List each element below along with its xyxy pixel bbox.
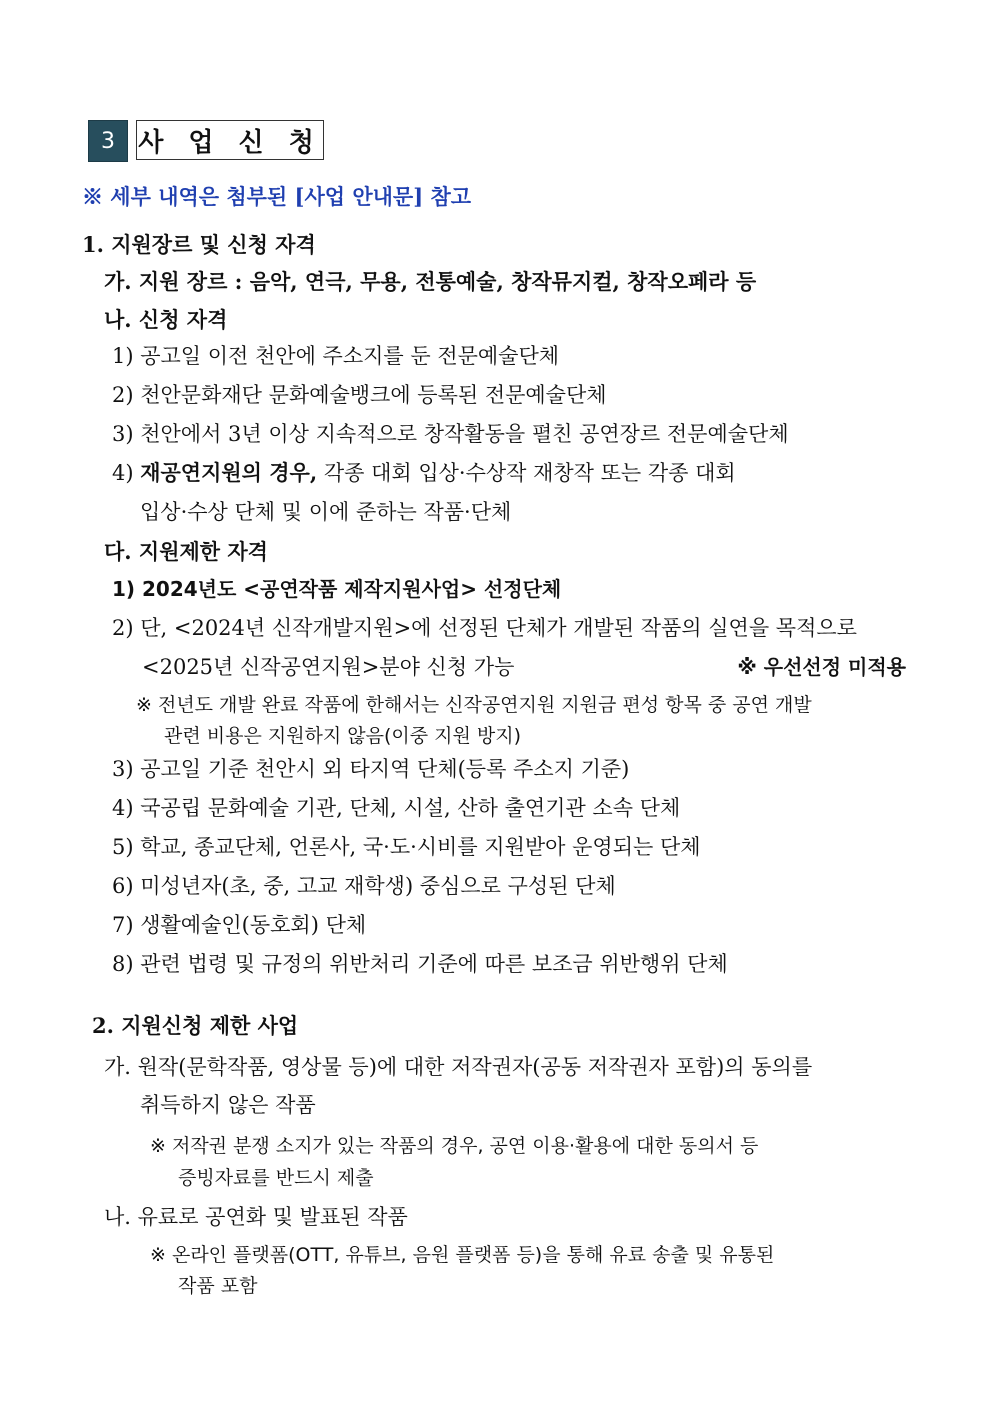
eligibility-item: 2) 천안문화재단 문화예술뱅크에 등록된 전문예술단체 <box>112 383 607 407</box>
restriction-item: 8) 관련 법령 및 규정의 위반처리 기준에 따른 보조금 위반행위 단체 <box>112 952 728 976</box>
reference-note: ※ 세부 내역은 첨부된 [사업 안내문] 참고 <box>82 184 472 209</box>
part1-heading: 1. 지원장르 및 신청 자격 <box>82 232 316 257</box>
section-number-badge: 3 <box>88 120 128 162</box>
restriction-note-line2: 관련 비용은 지원하지 않음(이중 지원 방지) <box>164 725 522 747</box>
restriction-item-2-line2: <2025년 신작공연지원>분야 신청 가능 <box>142 655 515 679</box>
restriction-item-1: 1) 2024년도 <공연작품 제작지원사업> 선정단체 <box>112 577 562 601</box>
part2-na-note-line2: 작품 포함 <box>178 1275 258 1297</box>
eligibility-item-4 <box>112 459 736 487</box>
eligibility-item-4-line2: 입상·수상 단체 및 이에 준하는 작품·단체 <box>140 500 512 524</box>
restriction-item: 4) 국공립 문화예술 기관, 단체, 시설, 산하 출연기관 소속 단체 <box>112 796 681 820</box>
eligibility-item-4-bold: 재공연지원의 경우, <box>140 460 318 485</box>
restriction-item: 3) 공고일 기준 천안시 외 타지역 단체(등록 주소지 기준) <box>112 757 630 781</box>
part2-ga-line2: 취득하지 않은 작품 <box>140 1093 316 1117</box>
eligibility-item-4-rest: 각종 대회 입상·수상작 재창작 또는 각종 대회 <box>317 461 736 485</box>
section-title: 사 업 신 청 <box>136 120 324 160</box>
restriction-item: 7) 생활예술인(동호회) 단체 <box>112 913 367 937</box>
part1-genre-line: 가. 지원 장르 : 음악, 연극, 무용, 전통예술, 창작뮤지컬, 창작오페라 등 <box>104 269 757 294</box>
restriction-note-line1: ※ 전년도 개발 완료 작품에 한해서는 신작공연지원 지원금 편성 항목 중 공연 개발 <box>136 694 812 716</box>
priority-note: ※ 우선선정 미적용 <box>737 655 906 679</box>
part1-eligibility-heading: 나. 신청 자격 <box>104 307 228 332</box>
eligibility-item: 1) 공고일 이전 천안에 주소지를 둔 전문예술단체 <box>112 344 560 368</box>
part2-ga-note-line1: ※ 저작권 분쟁 소지가 있는 작품의 경우, 공연 이용·활용에 대한 동의서 등 <box>150 1135 759 1157</box>
eligibility-item: 3) 천안에서 3년 이상 지속적으로 창작활동을 펼친 공연장르 전문예술단체 <box>112 422 789 446</box>
part2-ga-note-line2: 증빙자료를 반드시 제출 <box>178 1167 374 1189</box>
restriction-item: 5) 학교, 종교단체, 언론사, 국·도·시비를 지원받아 운영되는 단체 <box>112 835 701 859</box>
restriction-item-2-line1: 2) 단, <2024년 신작개발지원>에 선정된 단체가 개발된 작품의 실연을 목적으로 <box>112 616 857 640</box>
part2-ga-line1: 가. 원작(문학작품, 영상물 등)에 대한 저작권자(공동 저작권자 포함)의 동의를 <box>104 1055 813 1079</box>
eligibility-item-4-prefix: 4) <box>112 461 141 485</box>
part2-na: 나. 유료로 공연화 및 발표된 작품 <box>104 1205 408 1229</box>
part2-na-note-line1: ※ 온라인 플랫폼(OTT, 유튜브, 음원 플랫폼 등)을 통해 유료 송출 및 유통된 <box>150 1244 775 1266</box>
restriction-item: 6) 미성년자(초, 중, 고교 재학생) 중심으로 구성된 단체 <box>112 874 616 898</box>
part1-restriction-heading: 다. 지원제한 자격 <box>104 539 268 564</box>
part2-heading: 2. 지원신청 제한 사업 <box>92 1013 299 1038</box>
